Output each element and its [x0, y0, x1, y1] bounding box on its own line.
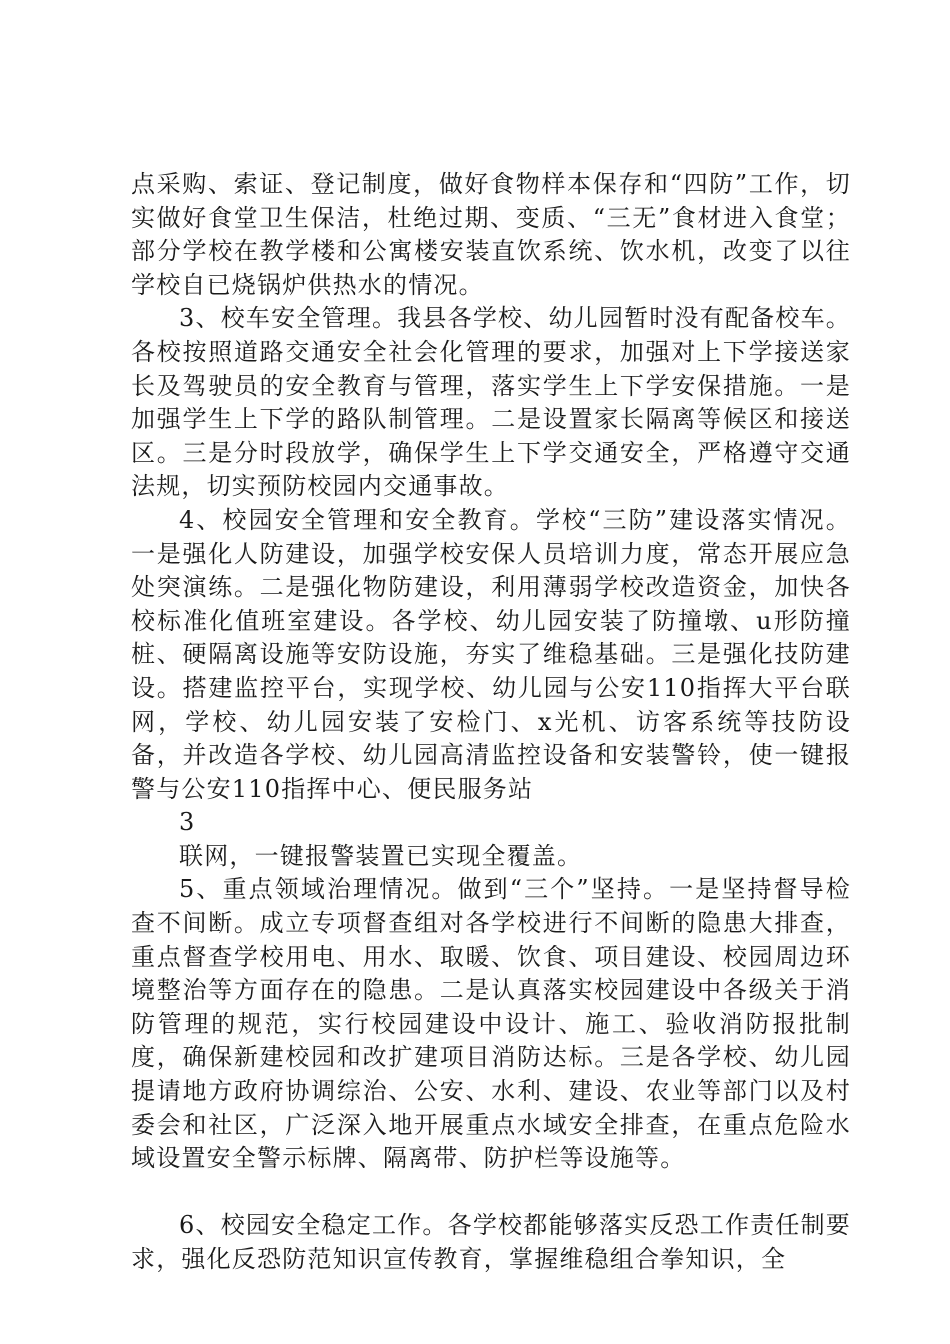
paragraph-school-bus-safety: 3、校车安全管理。我县各学校、幼儿园暂时没有配备校车。各校按照道路交通安全社会化管理的要求，加强对上下学接送家长及驾驶员的安全教育与管理，落实学生上下学安保措施。一是加强学生上下学的路队制管理。二是设置家长隔离等候区和接送区。三是分时段放学，确保学生上下学交通安全，严格遵守交通法规，切实预防校园内交通事故。	[131, 304, 851, 501]
paragraph-campus-stability: 6、校园安全稳定工作。各学校都能够落实反恐工作责任制要求，强化反恐防范知识宣传教育，掌握维稳组合拳知识，全	[131, 1211, 851, 1273]
page-number: 3	[179, 808, 196, 837]
paragraph-campus-safety-education: 4、校园安全管理和安全教育。学校“三防”建设落实情况。一是强化人防建设，加强学校安保人员培训力度，常态开展应急处突演练。二是强化物防建设，利用薄弱学校改造资金，加快各校标准化值班室建设。各学校、幼儿园安装了防撞墩、u形防撞桩、硬隔离设施等安防设施，夯实了维稳基础。三是强化技防建设。搭建监控平台，实现学校、幼儿园与公安110指挥大平台联网，学校、幼儿园安装了安检门、x光机、访客系统等技防设备，并改造各学校、幼儿园高清监控设备和安装警铃，使一键报警与公安110指挥中心、便民服务站	[131, 505, 851, 803]
paragraph-network-continued: 联网，一键报警装置已实现全覆盖。	[179, 841, 583, 870]
paragraph-key-area-governance: 5、重点领域治理情况。做到“三个”坚持。一是坚持督导检查不间断。成立专项督查组对各学校进行不间断的隐患大排查，重点督查学校用电、用水、取暖、饮食、项目建设、校园周边环境整治等方面存在的隐患。二是认真落实校园建设中各级关于消防管理的规范，实行校园建设中设计、施工、验收消防报批制度，确保新建校园和改扩建项目消防达标。三是各学校、幼儿园提请地方政府协调综治、公安、水利、建设、农业等部门以及村委会和社区，广泛深入地开展重点水域安全排查，在重点危险水域设置安全警示标牌、隔离带、防护栏等设施等。	[131, 875, 851, 1173]
paragraph-food-safety: 点采购、索证、登记制度，做好食物样本保存和“四防”工作，切实做好食堂卫生保洁，杜绝过期、变质、“三无”食材进入食堂；部分学校在教学楼和公寓楼安装直饮系统、饮水机，改变了以往学校自已烧锅炉供热水的情况。	[131, 170, 851, 299]
document-page	[131, 168, 851, 1277]
paragraph-gap	[131, 1176, 851, 1210]
